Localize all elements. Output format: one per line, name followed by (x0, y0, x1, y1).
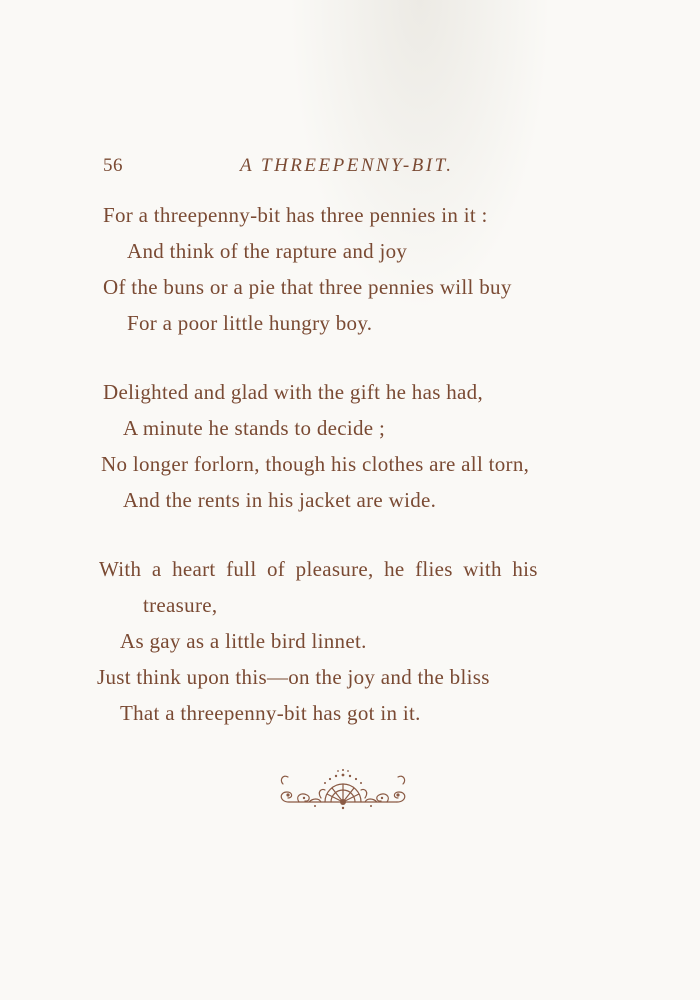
poem-line: With a heart full of pleasure, he flies with his (99, 557, 538, 581)
poem-line: Delighted and glad with the gift he has had, (103, 380, 484, 404)
poem-line: As gay as a little bird linnet. (120, 629, 367, 653)
poem-line: A minute he stands to decide ; (123, 416, 386, 440)
poem-line: Of the buns or a pie that three pennies will buy (103, 275, 512, 299)
poem-line: And the rents in his jacket are wide. (123, 488, 437, 512)
tailpiece-ornament-icon (275, 762, 411, 812)
poem-line: Just think upon this—on the joy and the bliss (97, 665, 490, 689)
poem-line: No longer forlorn, though his clothes are all torn, (101, 452, 530, 476)
poem-line: That a threepenny-bit has got in it. (120, 701, 421, 725)
running-title: A THREEPENNY-BIT. (240, 155, 454, 176)
poem-line: For a threepenny-bit has three pennies in it : (103, 203, 488, 227)
poem-line: And think of the rapture and joy (127, 239, 408, 263)
page-number: 56 (103, 155, 123, 176)
poem-line: For a poor little hungry boy. (127, 311, 373, 335)
poem-line: treasure, (143, 593, 218, 617)
